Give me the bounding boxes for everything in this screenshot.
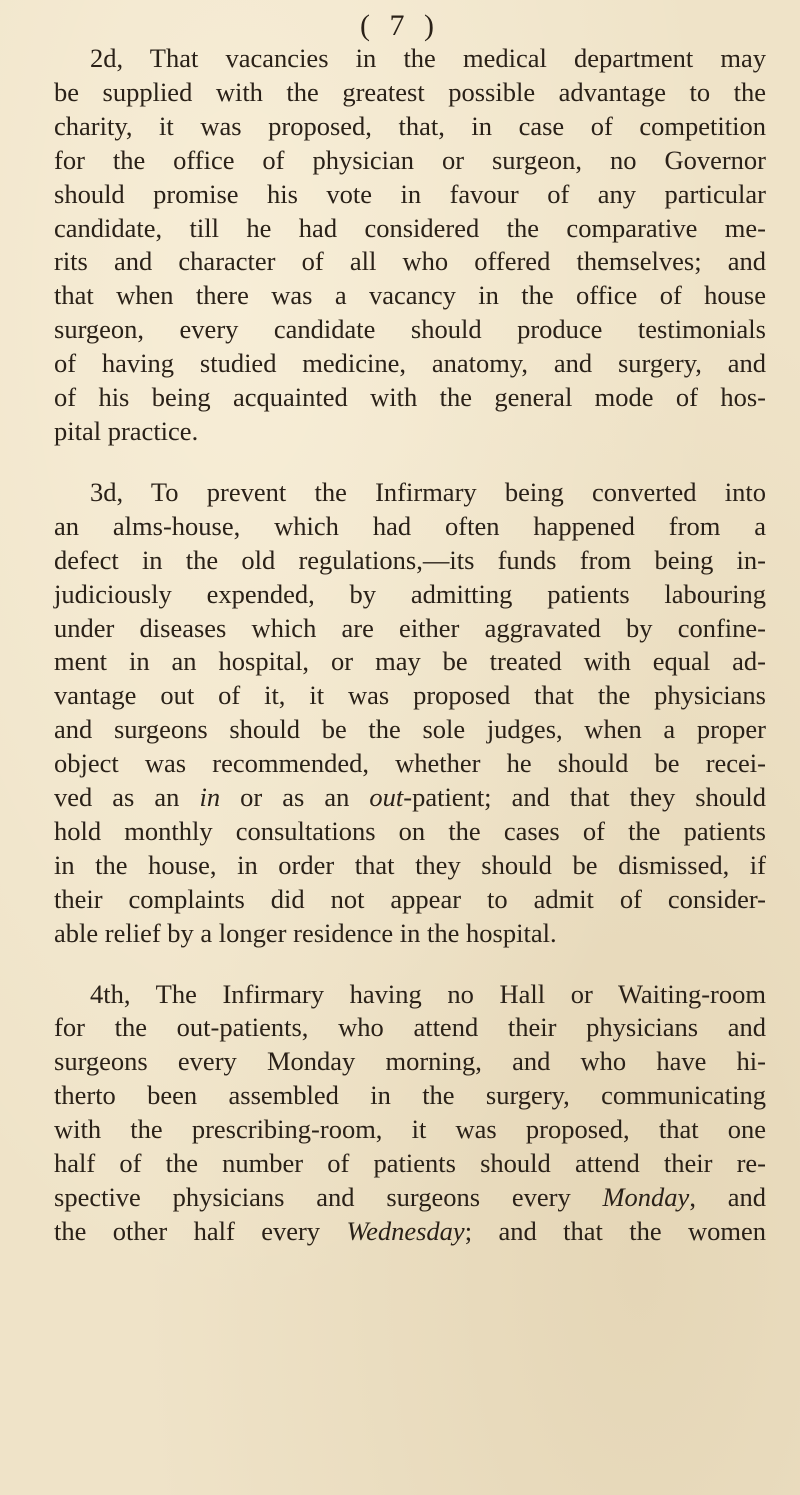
text-line: object was recommended, whether he should be recei-: [54, 748, 766, 779]
page-number: ( 7 ): [360, 9, 440, 42]
text-line: that when there was a vacancy in the office of house: [54, 280, 766, 311]
italic-text: Wednesday: [346, 1215, 465, 1246]
italic-text: Monday: [602, 1182, 690, 1212]
paragraph-2d: [54, 42, 766, 449]
text-line: therto been assembled in the surgery, communicating: [54, 1080, 766, 1111]
text-line: surgeons every Monday morning, and who have hi-: [54, 1046, 766, 1077]
text-line: 2d, That vacancies in the medical department may: [90, 43, 766, 73]
text-segment: ved as an: [54, 782, 200, 813]
text-line: defect in the old regulations,—its funds from being in-: [54, 544, 766, 575]
paragraph-4th: [54, 978, 766, 1249]
text-line: [54, 1215, 766, 1249]
text-line: for the office of physician or surgeon, no Governor: [54, 144, 766, 175]
text-line: candidate, till he had considered the comparative me-: [54, 212, 766, 243]
text-segment: the other half every: [54, 1215, 347, 1246]
text-line: pital practice.: [54, 415, 199, 446]
text-line: in the house, in order that they should be dismissed, if: [54, 849, 766, 880]
text-line: judiciously expended, by admitting patients labouring: [54, 578, 766, 609]
text-line: 3d, To prevent the Infirmary being converted into: [90, 476, 766, 507]
italic-text: in: [199, 782, 221, 813]
text-line: their complaints did not appear to admit of consider-: [54, 883, 766, 914]
text-line: of having studied medicine, anatomy, and surgery, and: [54, 348, 766, 379]
text-line: should promise his vote in favour of any particular: [54, 178, 766, 209]
text-line: able relief by a longer residence in the hospital.: [54, 917, 557, 948]
text-segment: -patient; and that they should: [403, 782, 766, 813]
paragraph-3d: [54, 476, 766, 951]
text-line: charity, it was proposed, that, in case of competition: [54, 110, 766, 141]
text-line: hold monthly consultations on the cases of the patients: [54, 815, 766, 846]
italic-text: out: [369, 782, 404, 813]
text-line: under diseases which are either aggravated by confine-: [54, 612, 766, 643]
body-text: [54, 42, 766, 1276]
text-line: for the out-patients, who attend their physicians and: [54, 1012, 766, 1043]
text-segment: spective physicians and surgeons every: [54, 1182, 603, 1212]
text-line: with the prescribing-room, it was proposed, that one: [54, 1114, 766, 1145]
text-line: and surgeons should be the sole judges, when a proper: [54, 714, 766, 745]
text-line: rits and character of all who offered themselves; and: [54, 246, 766, 277]
text-line: [54, 781, 766, 815]
text-segment: ; and that the women: [464, 1215, 766, 1246]
text-line: an alms-house, which had often happened from a: [54, 510, 766, 541]
text-line: be supplied with the greatest possible advantage to the: [54, 76, 766, 107]
text-segment: , and: [689, 1182, 767, 1212]
text-line: ment in an hospital, or may be treated with equal ad-: [54, 646, 766, 677]
text-line: 4th, The Infirmary having no Hall or Waiting-room: [90, 978, 766, 1009]
text-line: half of the number of patients should attend their re-: [54, 1148, 766, 1179]
text-line: surgeon, every candidate should produce testimonials: [54, 314, 766, 345]
text-line: vantage out of it, it was proposed that the physicians: [54, 680, 766, 711]
text-line: [54, 1181, 766, 1215]
text-segment: or as an: [220, 782, 370, 813]
text-line: of his being acquainted with the general mode of hos-: [54, 382, 766, 413]
